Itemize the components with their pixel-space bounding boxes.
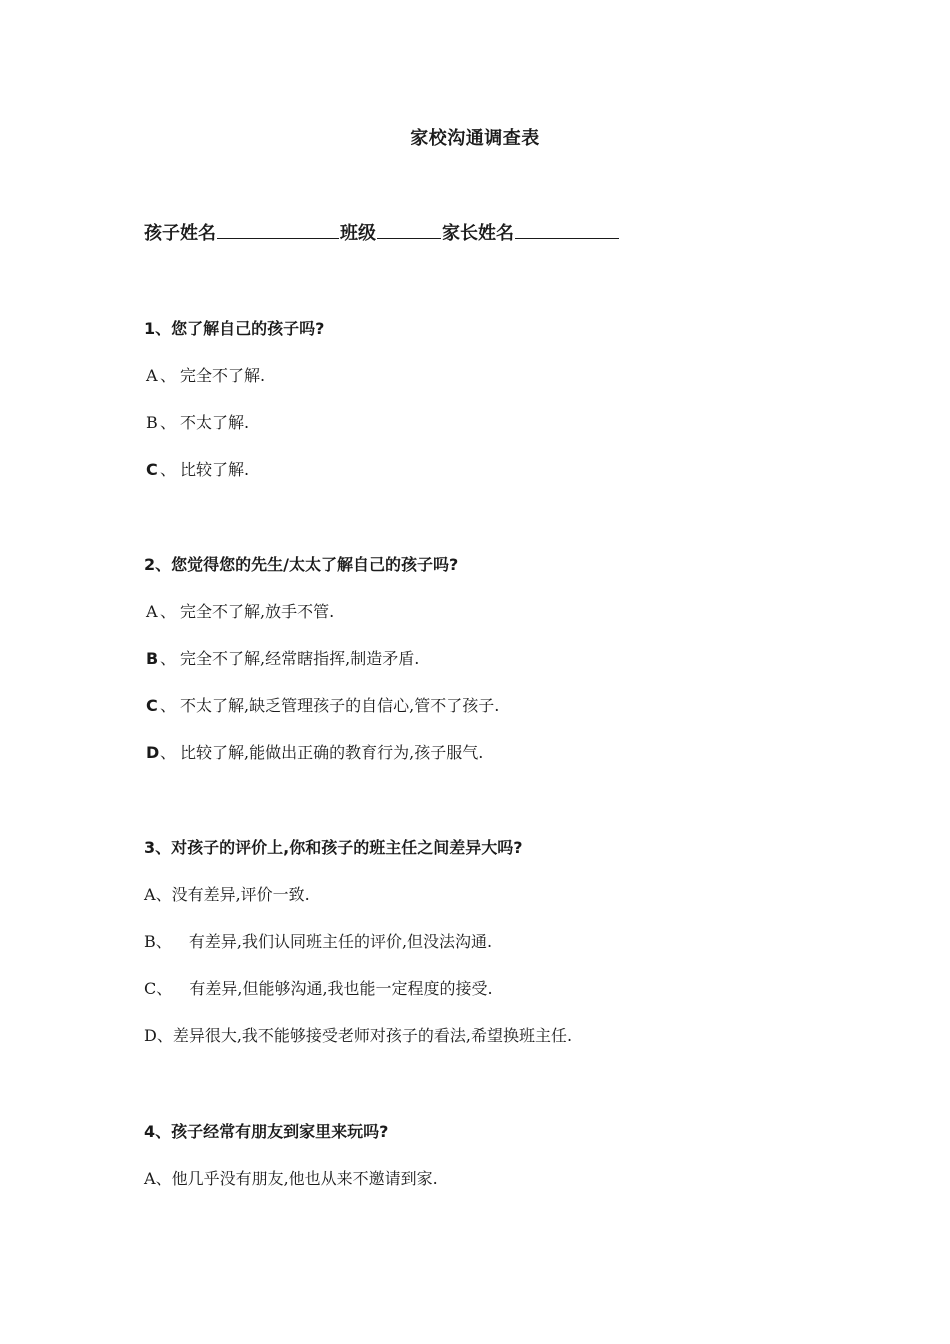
option-2-b[interactable]: B 、 完全不了解,经常瞎指挥,制造矛盾. (146, 649, 420, 668)
option-4-a[interactable]: A、他几乎没有朋友,他也从来不邀请到家. (144, 1169, 438, 1188)
class-blank[interactable] (377, 218, 441, 239)
option-letter: A (144, 1169, 156, 1188)
option-2-a[interactable]: A 、 完全不了解,放手不管. (146, 602, 335, 621)
option-2-c[interactable]: C 、 不太了解,缺乏管理孩子的自信心,管不了孩子. (146, 696, 500, 715)
option-3-c[interactable]: C、 有差异,但能够沟通,我也能一定程度的接受. (144, 979, 493, 998)
option-text: 没有差异,评价一致. (171, 885, 310, 904)
option-text: 有差异,但能够沟通,我也能一定程度的接受. (184, 979, 493, 998)
option-letter: B (146, 649, 159, 668)
question-3: 3、对孩子的评价上,你和孩子的班主任之间差异大吗? (144, 838, 523, 857)
option-1-c[interactable]: C 、 比较了解. (146, 460, 250, 479)
option-3-a[interactable]: A、没有差异,评价一致. (144, 885, 310, 904)
option-letter: D (144, 1026, 157, 1045)
option-text: 不太了解. (180, 413, 250, 432)
option-3-d[interactable]: D、差异很大,我不能够接受老师对孩子的看法,希望换班主任. (144, 1026, 573, 1045)
info-line (144, 218, 620, 245)
child-name-blank[interactable] (217, 218, 339, 239)
option-text: 差异很大,我不能够接受老师对孩子的看法,希望换班主任. (172, 1026, 573, 1045)
option-text: 比较了解. (180, 460, 250, 479)
question-1: 1、您了解自己的孩子吗? (144, 319, 325, 338)
option-text: 完全不了解. (180, 366, 266, 385)
option-1-b[interactable]: B 、 不太了解. (146, 413, 250, 432)
parent-name-label: 家长姓名 (442, 223, 514, 244)
option-letter: B (146, 413, 158, 432)
option-text: 比较了解,能做出正确的教育行为,孩子服气. (180, 743, 484, 762)
child-name-label: 孩子姓名 (144, 223, 216, 244)
option-letter: D (146, 743, 160, 762)
option-letter: B (144, 932, 156, 951)
option-letter: C (146, 696, 158, 715)
option-letter: C (144, 979, 157, 998)
option-text: 完全不了解,放手不管. (180, 602, 335, 621)
page-title: 家校沟通调查表 (410, 128, 540, 149)
option-letter: C (146, 460, 158, 479)
option-letter: A (146, 366, 158, 385)
option-text: 完全不了解,经常瞎指挥,制造矛盾. (180, 649, 420, 668)
option-3-b[interactable]: B、 有差异,我们认同班主任的评价,但没法沟通. (144, 932, 493, 951)
option-text: 不太了解,缺乏管理孩子的自信心,管不了孩子. (180, 696, 500, 715)
option-letter: A (144, 885, 156, 904)
option-text: 有差异,我们认同班主任的评价,但没法沟通. (183, 932, 493, 951)
option-2-d[interactable]: D、 比较了解,能做出正确的教育行为,孩子服气. (146, 743, 484, 762)
question-2: 2、您觉得您的先生/太太了解自己的孩子吗? (144, 555, 459, 574)
parent-name-blank[interactable] (515, 218, 619, 239)
option-1-a[interactable]: A 、 完全不了解. (146, 366, 266, 385)
option-letter: A (146, 602, 158, 621)
option-text: 他几乎没有朋友,他也从来不邀请到家. (171, 1169, 438, 1188)
class-label: 班级 (340, 223, 376, 244)
question-4: 4、孩子经常有朋友到家里来玩吗? (144, 1122, 389, 1141)
